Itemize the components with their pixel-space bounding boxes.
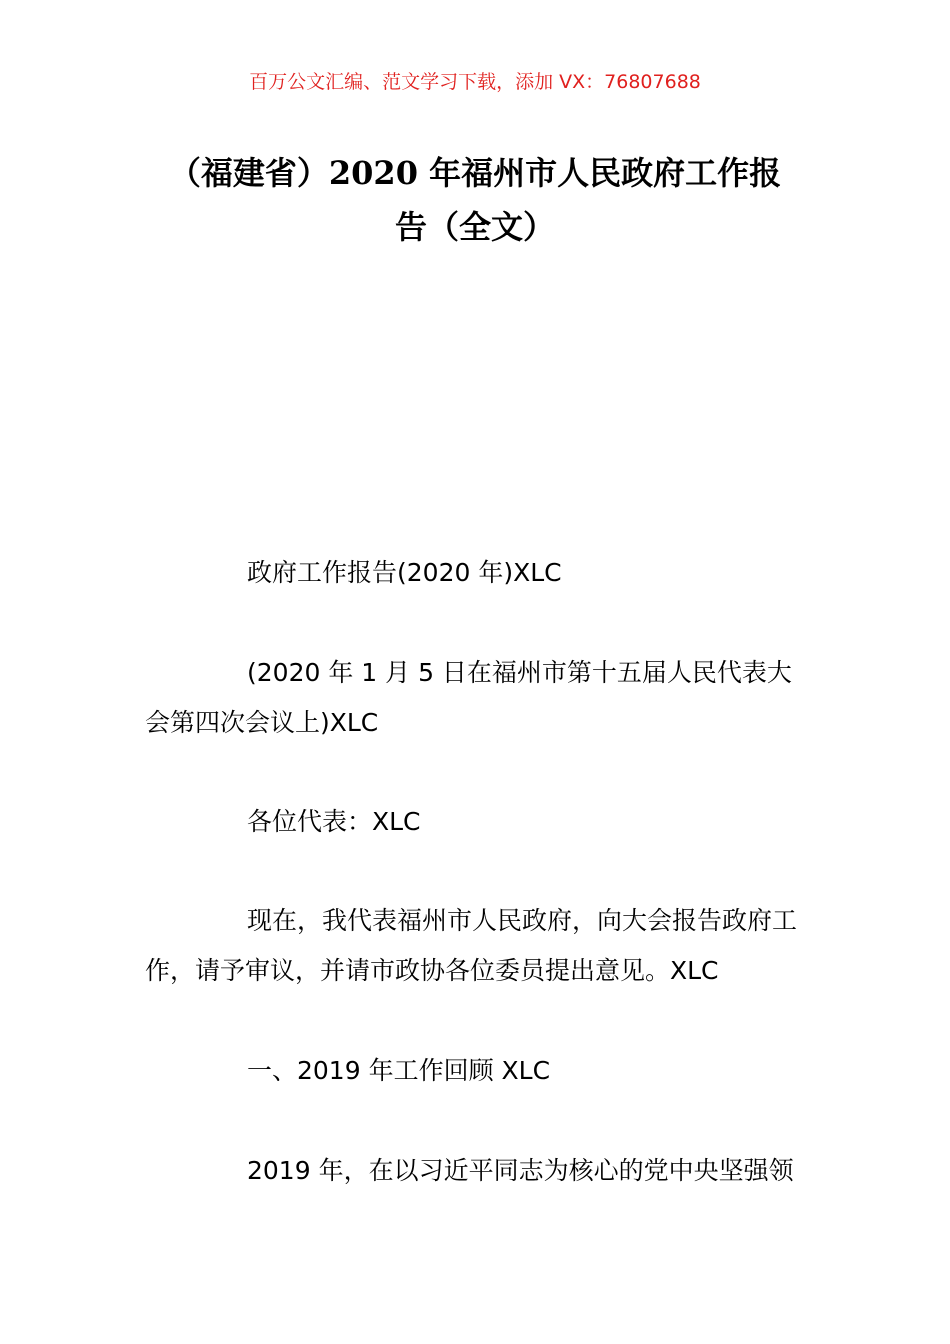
paragraph-meeting-date: (2020 年 1 月 5 日在福州市第十五届人民代表大会第四次会议上)XLC (145, 658, 792, 737)
document-title-line-2: 告（全文） (394, 208, 555, 246)
paragraph-report-heading: 政府工作报告(2020 年)XLC (247, 558, 562, 587)
document-title (145, 146, 805, 254)
paragraph-salutation: 各位代表：XLC (247, 807, 421, 836)
paragraph-review-start: 2019 年，在以习近平同志为核心的党中央坚强领 (247, 1156, 794, 1185)
section-heading-review: 一、2019 年工作回顾 XLC (247, 1056, 551, 1085)
paragraph-introduction: 现在，我代表福州市人民政府，向大会报告政府工作，请予审议，并请市政协各位委员提出意见。XLC (145, 906, 798, 985)
header-note: 百万公文汇编、范文学习下载，添加 VX：76807688 (249, 71, 701, 93)
document-title-line-1: （福建省）2020 年福州市人民政府工作报 (168, 154, 782, 192)
